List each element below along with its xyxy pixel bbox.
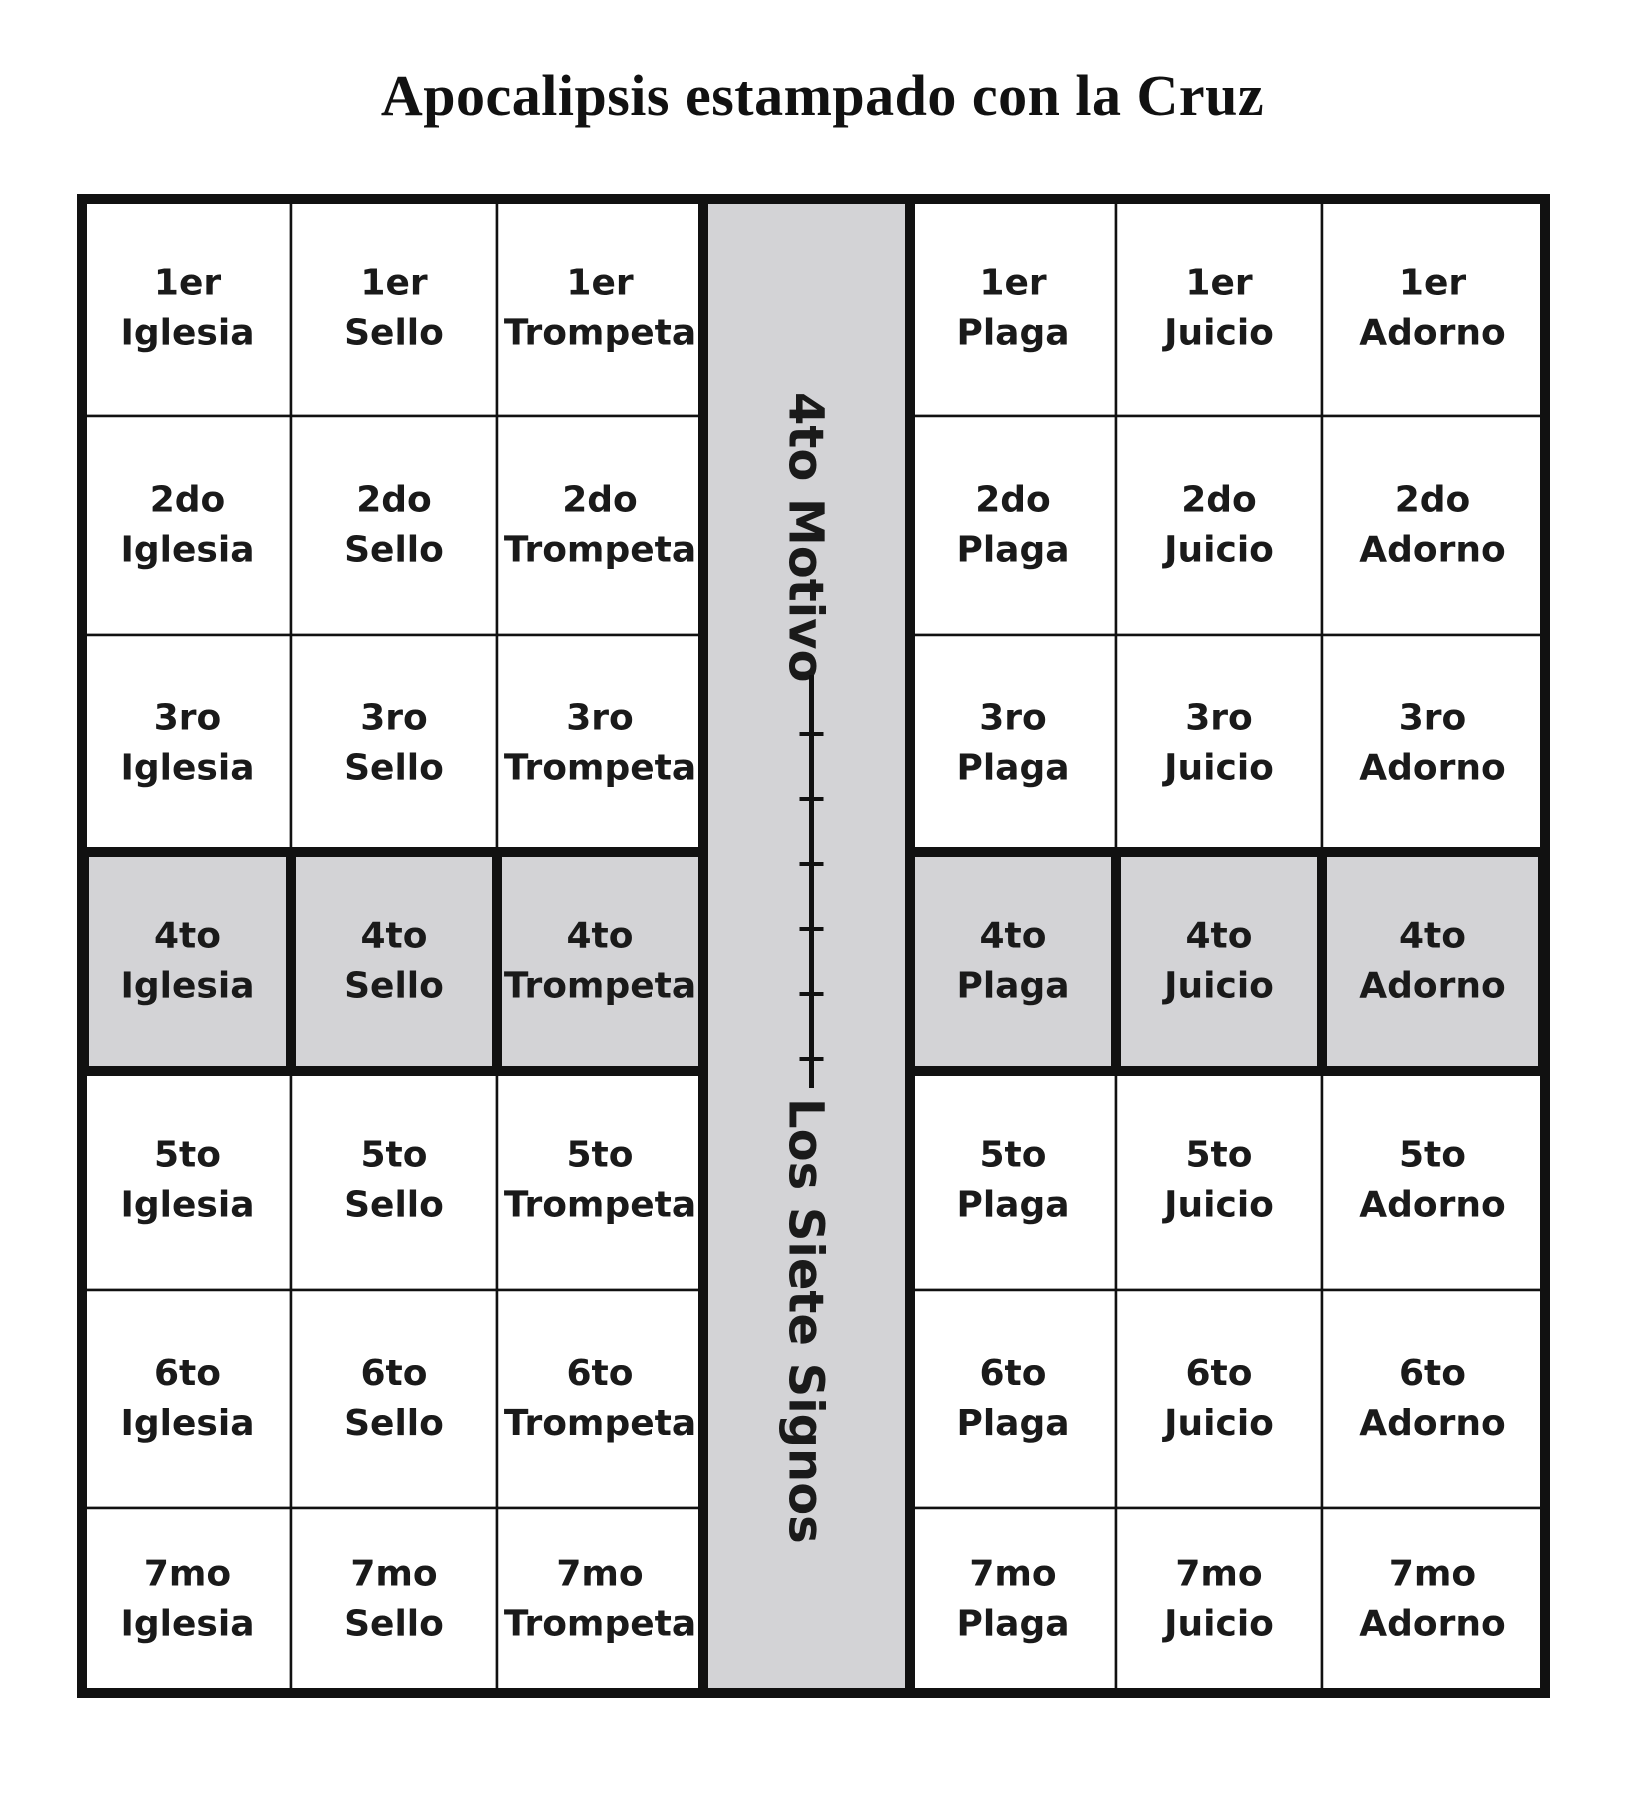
cell-ordinal-label: 1er <box>566 262 634 304</box>
grid-cell-left-3-2 <box>291 635 497 852</box>
grid-cell-right-3-2 <box>1116 635 1322 852</box>
cell-ordinal-label: 1er <box>1398 262 1467 304</box>
grid-cell-right-4-3 <box>1322 852 1543 1071</box>
grid-cell-left-1-2 <box>291 201 497 416</box>
cell-category-label: Trompeta <box>503 1603 697 1645</box>
cell-ordinal-label: 7mo <box>1175 1553 1263 1595</box>
cell-category-label: Trompeta <box>503 312 697 354</box>
cell-ordinal-label: 6to <box>979 1353 1047 1394</box>
center-bottom-label: Los Siete Signos <box>777 1098 834 1544</box>
grid-cell-left-4-1 <box>84 852 291 1071</box>
grid-cell-left-1-3 <box>497 201 703 416</box>
cell-category-label: Trompeta <box>503 747 697 789</box>
grid-cell-left-7-1 <box>84 1508 291 1691</box>
cell-category-label: Juicio <box>1164 1403 1274 1444</box>
cell-ordinal-label: 7mo <box>556 1553 644 1595</box>
cell-category-label: Juicio <box>1164 312 1274 354</box>
grid-cell-right-7-3 <box>1322 1508 1543 1691</box>
grid-cell-left-5-1 <box>84 1071 291 1290</box>
cell-category-label: Plaga <box>956 1603 1070 1645</box>
grid-cell-left-3-1 <box>84 635 291 852</box>
cell-ordinal-label: 7mo <box>350 1553 438 1595</box>
grid-cell-left-6-1 <box>84 1290 291 1508</box>
grid-cell-right-2-3 <box>1322 416 1543 635</box>
cell-ordinal-label: 7mo <box>143 1553 232 1595</box>
grid-cell-right-5-3 <box>1322 1071 1543 1290</box>
cell-category-label: Sello <box>344 965 444 1007</box>
cell-ordinal-label: 3ro <box>360 697 428 739</box>
cell-ordinal-label: 3ro <box>153 697 222 739</box>
grid-cell-left-2-3 <box>497 416 703 635</box>
cell-category-label: Adorno <box>1359 529 1506 571</box>
cell-ordinal-label: 5to <box>1399 1134 1466 1176</box>
cell-ordinal-label: 1er <box>360 262 428 304</box>
center-top-label: 4to Motivo <box>777 392 834 683</box>
cell-ordinal-label: 5to <box>979 1134 1047 1176</box>
cell-ordinal-label: 2do <box>149 479 226 521</box>
cell-category-label: Juicio <box>1164 1603 1274 1645</box>
grid-cell-left-6-2 <box>291 1290 497 1508</box>
cell-category-label: Trompeta <box>503 529 697 571</box>
cell-category-label: Iglesia <box>120 1184 255 1226</box>
grid-cell-right-2-2 <box>1116 416 1322 635</box>
cell-category-label: Trompeta <box>503 1184 697 1226</box>
cell-category-label: Adorno <box>1359 1603 1506 1645</box>
cell-category-label: Sello <box>344 1603 444 1645</box>
cell-category-label: Iglesia <box>120 1603 255 1645</box>
cell-category-label: Juicio <box>1164 965 1274 1007</box>
cell-ordinal-label: 6to <box>566 1353 634 1394</box>
grid-cell-right-6-1 <box>910 1290 1116 1508</box>
grid-cell-left-6-3 <box>497 1290 703 1508</box>
grid-cell-left-4-2 <box>291 852 497 1071</box>
cell-ordinal-label: 7mo <box>1388 1553 1477 1595</box>
grid-cell-right-3-3 <box>1322 635 1543 852</box>
cell-category-label: Iglesia <box>120 965 255 1007</box>
cell-ordinal-label: 5to <box>566 1134 634 1176</box>
cell-ordinal-label: 4to <box>1399 915 1466 957</box>
cell-category-label: Plaga <box>956 1403 1070 1444</box>
cell-ordinal-label: 3ro <box>1185 697 1253 739</box>
cell-category-label: Iglesia <box>120 312 255 354</box>
cell-ordinal-label: 6to <box>154 1353 221 1394</box>
cell-category-label: Plaga <box>956 1184 1070 1226</box>
cell-category-label: Adorno <box>1359 1184 1506 1226</box>
cell-ordinal-label: 6to <box>360 1353 428 1394</box>
page-title: Apocalipsis estampado con la Cruz <box>380 63 1265 128</box>
grid-cell-right-7-2 <box>1116 1508 1322 1691</box>
cell-ordinal-label: 5to <box>154 1134 221 1176</box>
cell-ordinal-label: 4to <box>360 915 428 957</box>
grid-cell-left-2-2 <box>291 416 497 635</box>
grid-cell-right-2-1 <box>910 416 1116 635</box>
cell-ordinal-label: 4to <box>979 915 1047 957</box>
cell-category-label: Sello <box>344 747 444 789</box>
cell-ordinal-label: 7mo <box>969 1553 1057 1595</box>
grid-cell-right-1-1 <box>910 201 1116 416</box>
cell-ordinal-label: 5to <box>1185 1134 1253 1176</box>
cell-ordinal-label: 6to <box>1399 1353 1466 1394</box>
cell-category-label: Juicio <box>1164 747 1274 789</box>
cell-category-label: Trompeta <box>503 1403 697 1444</box>
grid-cell-left-5-2 <box>291 1071 497 1290</box>
cell-category-label: Plaga <box>956 529 1070 571</box>
grid-cell-right-5-2 <box>1116 1071 1322 1290</box>
cell-category-label: Adorno <box>1359 1403 1506 1444</box>
cell-category-label: Sello <box>344 312 444 354</box>
grid-cell-right-6-2 <box>1116 1290 1322 1508</box>
cell-category-label: Plaga <box>956 312 1070 354</box>
cell-category-label: Plaga <box>956 747 1070 789</box>
cell-category-label: Adorno <box>1359 965 1506 1007</box>
cell-category-label: Sello <box>344 1184 444 1226</box>
grid-cell-right-4-1 <box>910 852 1116 1071</box>
grid-cell-right-1-2 <box>1116 201 1322 416</box>
grid-cell-left-5-3 <box>497 1071 703 1290</box>
cell-category-label: Adorno <box>1359 747 1506 789</box>
cell-category-label: Juicio <box>1164 529 1274 571</box>
cell-category-label: Iglesia <box>120 747 255 789</box>
cell-ordinal-label: 4to <box>1185 915 1253 957</box>
grid-cell-right-3-1 <box>910 635 1116 852</box>
cell-ordinal-label: 1er <box>1185 262 1253 304</box>
cell-ordinal-label: 4to <box>566 915 634 957</box>
cell-ordinal-label: 2do <box>562 479 638 521</box>
grid-cell-right-6-3 <box>1322 1290 1543 1508</box>
cell-category-label: Adorno <box>1359 312 1506 354</box>
grid-cell-right-4-2 <box>1116 852 1322 1071</box>
cell-ordinal-label: 3ro <box>979 697 1047 739</box>
grid-cell-left-7-3 <box>497 1508 703 1691</box>
cell-category-label: Iglesia <box>120 529 255 571</box>
grid-cell-right-1-3 <box>1322 201 1543 416</box>
cell-ordinal-label: 5to <box>360 1134 428 1176</box>
grid-cell-left-2-1 <box>84 416 291 635</box>
cell-category-label: Sello <box>344 529 444 571</box>
grid-cell-left-3-3 <box>497 635 703 852</box>
cell-category-label: Sello <box>344 1403 444 1444</box>
cell-ordinal-label: 1er <box>153 262 222 304</box>
grid-cell-left-7-2 <box>291 1508 497 1691</box>
cell-ordinal-label: 1er <box>979 262 1047 304</box>
cell-ordinal-label: 2do <box>1181 479 1257 521</box>
grid-cell-left-4-3 <box>497 852 703 1071</box>
cell-ordinal-label: 6to <box>1185 1353 1253 1394</box>
cell-category-label: Iglesia <box>120 1403 255 1444</box>
cell-ordinal-label: 3ro <box>566 697 634 739</box>
cell-ordinal-label: 2do <box>975 479 1051 521</box>
cell-ordinal-label: 4to <box>154 915 221 957</box>
cell-ordinal-label: 2do <box>1394 479 1471 521</box>
grid-cell-left-1-1 <box>84 201 291 416</box>
cell-ordinal-label: 2do <box>356 479 432 521</box>
grid-cell-right-5-1 <box>910 1071 1116 1290</box>
cell-category-label: Trompeta <box>503 965 697 1007</box>
cell-ordinal-label: 3ro <box>1398 697 1467 739</box>
cell-category-label: Juicio <box>1164 1184 1274 1226</box>
grid-cell-right-7-1 <box>910 1508 1116 1691</box>
cell-category-label: Plaga <box>956 965 1070 1007</box>
